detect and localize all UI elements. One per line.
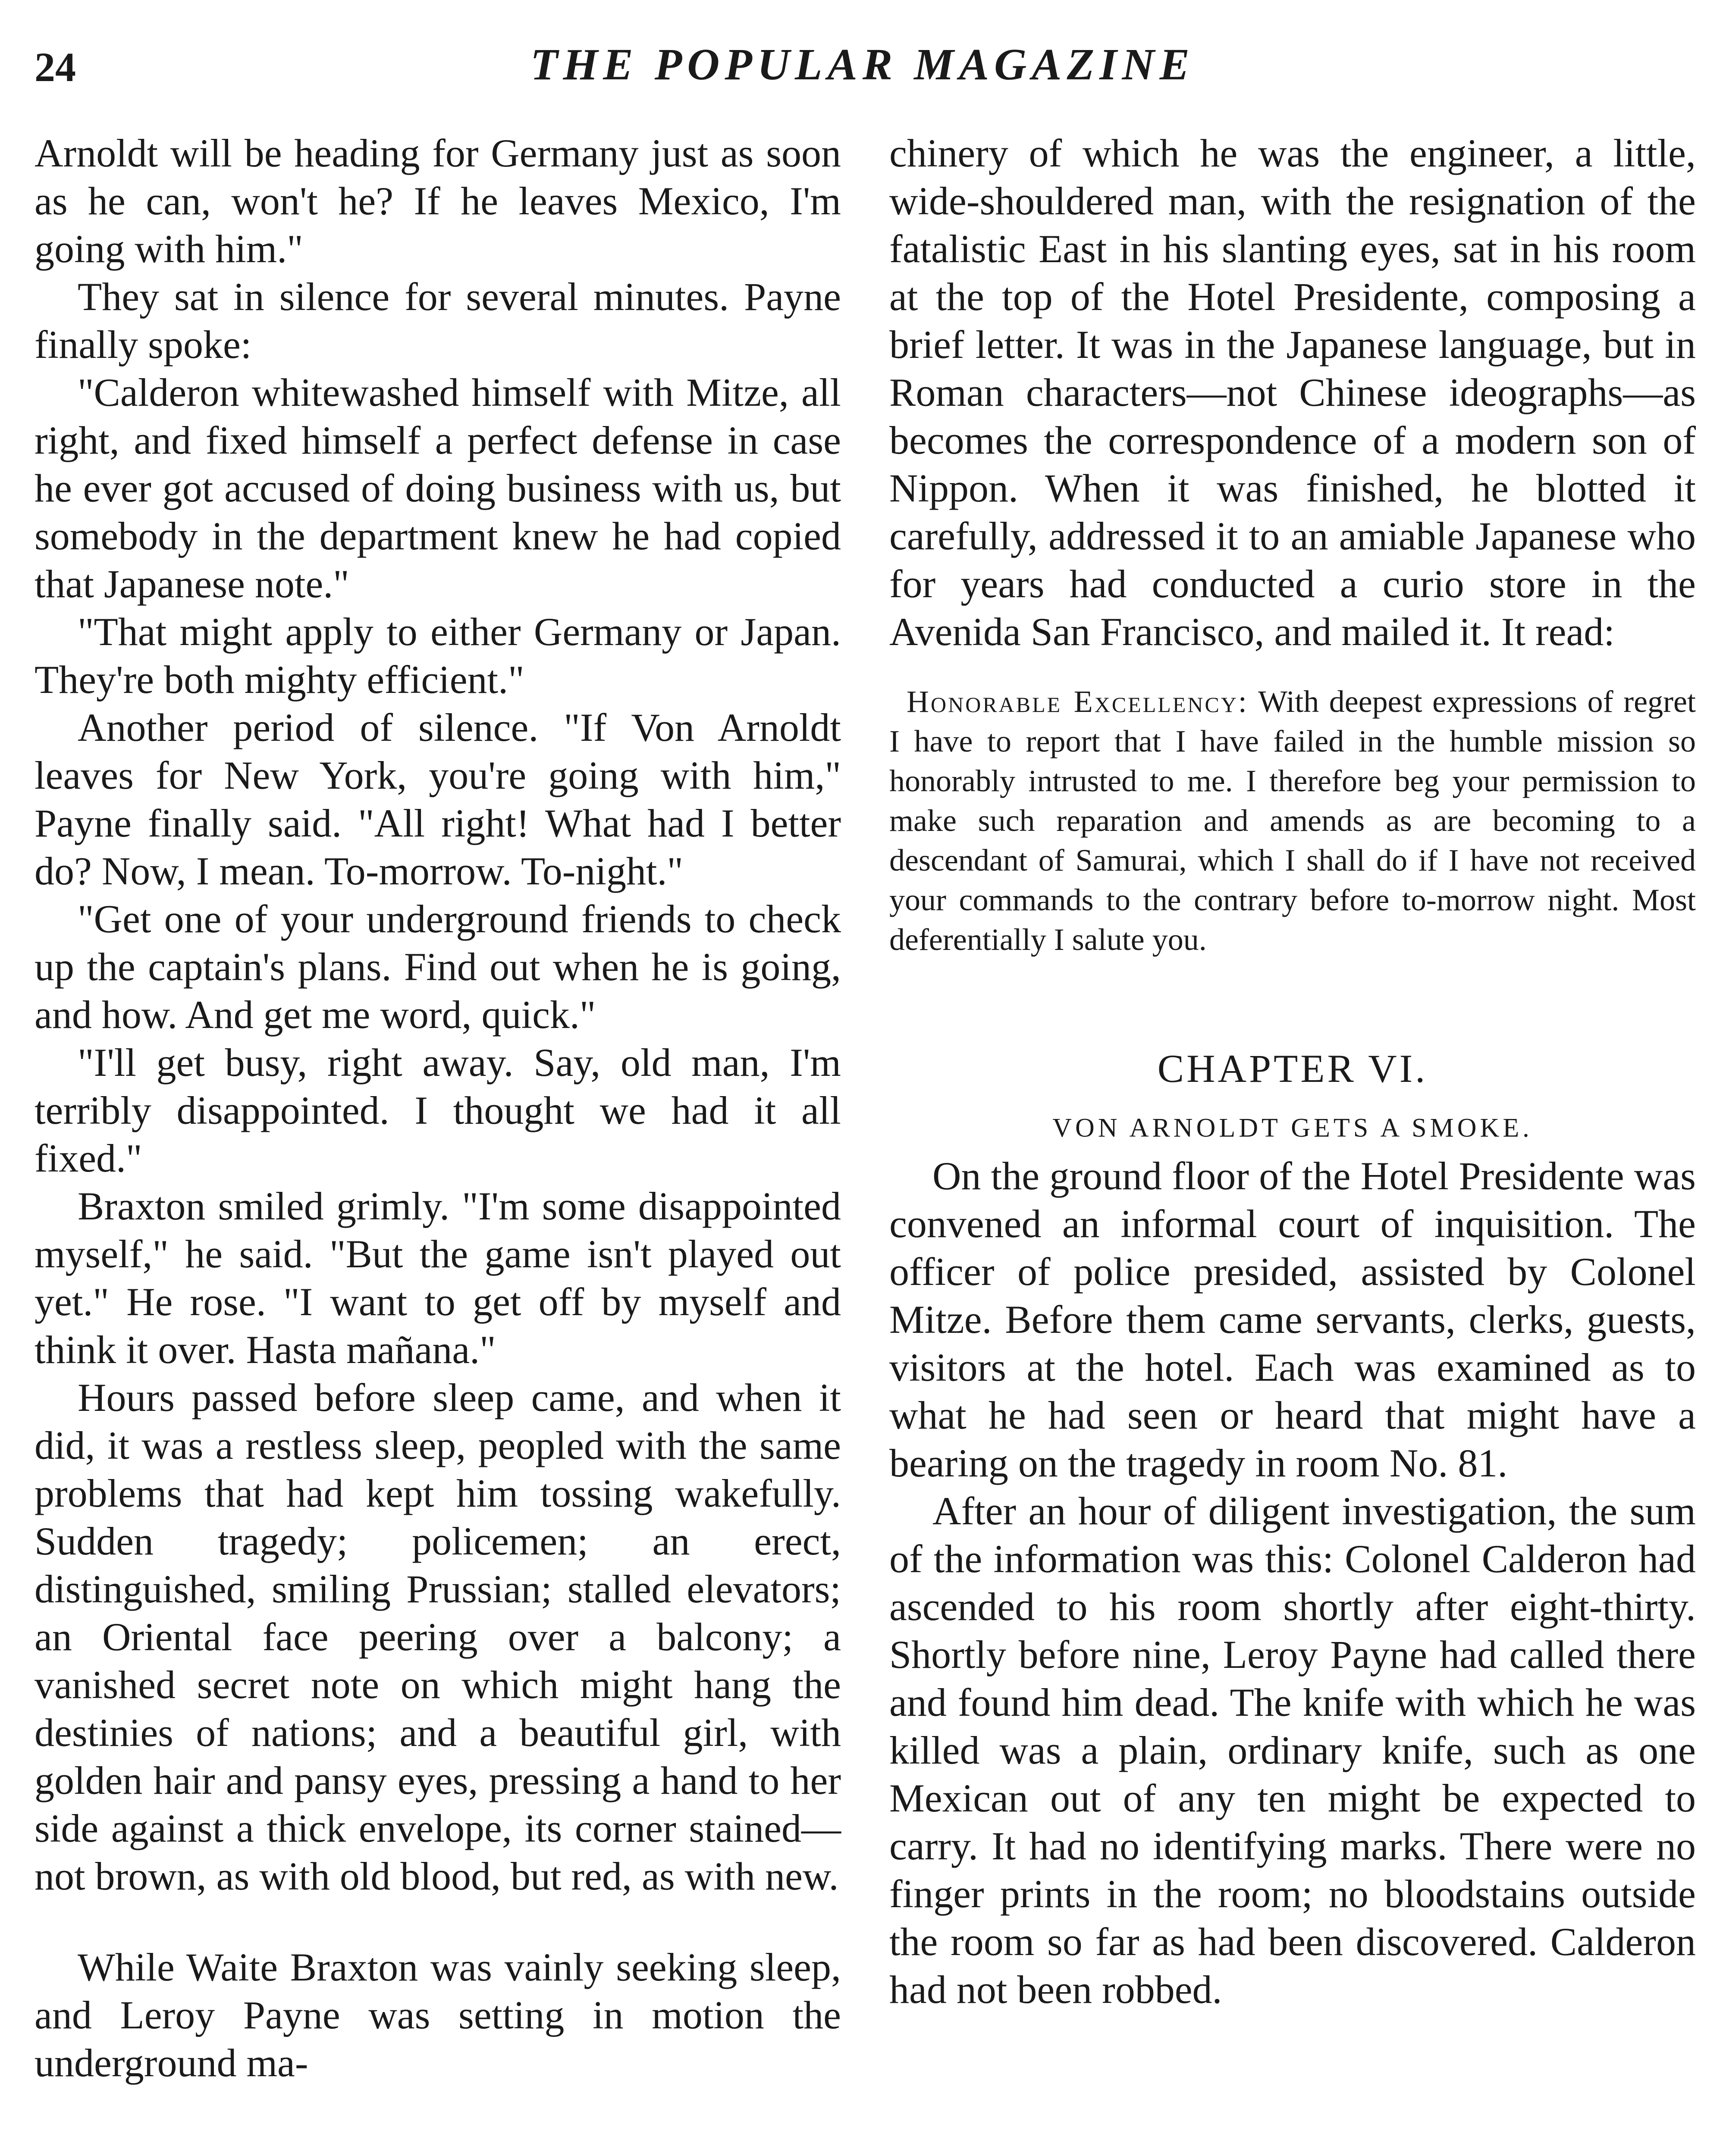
paragraph: "That might apply to either Germany or Japan. They're both mighty efficient." bbox=[35, 610, 841, 702]
paragraph: "Calderon whitewashed himself with Mitze, all right, and fixed himself a perfect defense in case he ever got accused of doing business with us, but somebody in the department knew he had copied that Japanese note." bbox=[35, 370, 841, 606]
paragraph: "I'll get busy, right away. Say, old man, I'm terribly disappointed. I thought we had it all fixed." bbox=[35, 1040, 841, 1180]
right-column bbox=[889, 129, 1696, 2014]
paragraph: Braxton smiled grimly. "I'm some disappointed myself," he said. "But the game isn't played out yet." He rose. "I want to get off by myself and think it over. Hasta mañana." bbox=[35, 1184, 841, 1372]
paragraph: Hours passed before sleep came, and when it did, it was a restless sleep, peopled with the same problems that had kept him tossing wakefully. Sudden tragedy; policemen; an erect, distinguished, smiling Prussian; stalled elevators; an Oriental face peering over a balcony; a vanished secret note on which might hang the destinies of nations; and a beautiful girl, with golden hair and pansy eyes, pressing a hand to her side against a thick envelope, its corner stained—not brown, as with old blood, but red, as with new. bbox=[35, 1376, 841, 1898]
paragraph: chinery of which he was the engineer, a little, wide-shouldered man, with the resignation of the fatalistic East in his slanting eyes, sat in his room at the top of the Hotel Presidente, composing a brief letter. It was in the Japanese language, but in Roman characters—not Chinese ideographs—as becomes the correspondence of a modern son of Nippon. When it was finished, he blotted it carefully, addressed it to an amiable Japanese who for years had conducted a curio store in the Avenida San Francisco, and mailed it. It read: bbox=[889, 131, 1696, 654]
section-break bbox=[35, 1900, 841, 1943]
paragraph: They sat in silence for several minutes. Payne finally spoke: bbox=[35, 275, 841, 367]
paragraph: "Get one of your underground friends to check up the captain's plans. Find out when he is going, and how. And get me word, quick." bbox=[35, 897, 841, 1037]
paragraph: Another period of silence. "If Von Arnoldt leaves for New York, you're going with him," Payne finally said. "All right! What had I better do? Now, I mean. To-morrow. To-night." bbox=[35, 705, 841, 893]
paragraph: On the ground floor of the Hotel Presidente was convened an informal court of inquisition. The officer of police presided, assisted by Colonel Mitze. Before them came servants, clerks, guests, visitors at the hotel. Each was examined as to what he had seen or heard that might have a bearing on the tragedy in room No. 81. bbox=[889, 1154, 1696, 1485]
paragraph: After an hour of diligent investigation, the sum of the information was this: Colonel Calderon had ascended to his room shortly after eight-thirty. Shortly before nine, Leroy Payne had called there and found him dead. The knife with which he was killed was a plain, ordinary knife, such as one Mexican out of any ten might be expected to carry. It had no identifying marks. There were no finger prints in the room; no bloodstains outside the room so far as had been discovered. Calderon had not been robbed. bbox=[889, 1489, 1696, 2012]
quoted-letter bbox=[889, 682, 1696, 959]
letter-body: With deepest expressions of regret I have to report that I have failed in the humble mission so honorably intrusted to me. I therefore beg your permission to make such reparation and amends as are becoming to a descendant of Samurai, which I shall do if I have not received your commands to the contrary before to-morrow night. Most deferentially I salute you. bbox=[889, 684, 1696, 957]
letter-salutation: Honorable Excellency: bbox=[907, 684, 1249, 719]
paragraph: While Waite Braxton was vainly seeking sleep, and Leroy Payne was setting in motion the underground ma- bbox=[35, 1945, 841, 2085]
chapter-subheading: VON ARNOLDT GETS A SMOKE. bbox=[1052, 1113, 1533, 1143]
page-number: 24 bbox=[35, 44, 76, 90]
running-title: THE POPULAR MAGAZINE bbox=[530, 40, 1195, 89]
left-column bbox=[35, 129, 841, 2087]
chapter-heading: CHAPTER VI. bbox=[1157, 1047, 1428, 1091]
paragraph: Arnoldt will be heading for Germany just as soon as he can, won't he? If he leaves Mexico, I'm going with him." bbox=[35, 131, 841, 271]
page-header bbox=[35, 34, 1691, 95]
